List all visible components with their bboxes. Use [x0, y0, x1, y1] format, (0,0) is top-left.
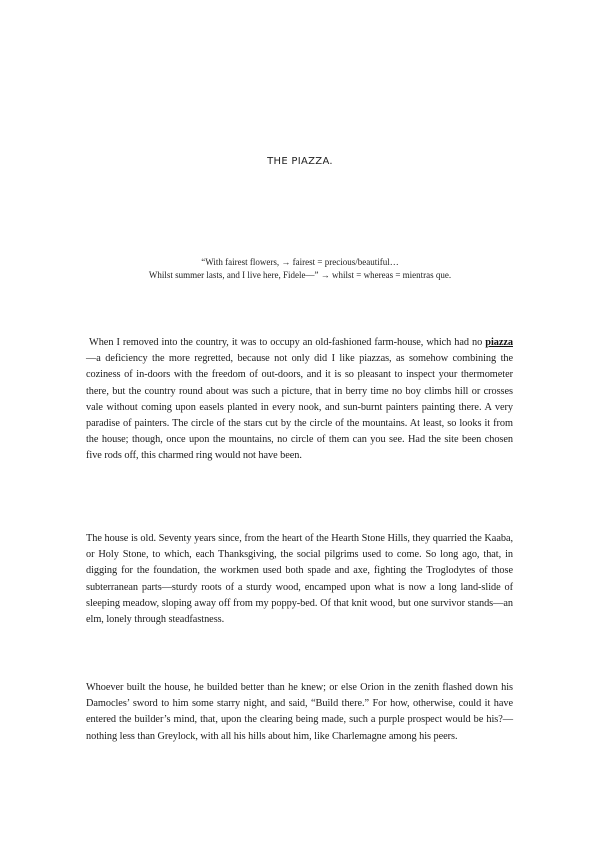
epigraph-line-1: “With fairest flowers, → fairest = precious/beautiful…	[201, 257, 399, 267]
paragraph-1	[86, 335, 513, 465]
paragraph-3: Whoever built the house, he builded better than he knew; or else Orion in the zenith flashed down his Damocles’ sword to him some starry night, and said, “Build there.” For how, otherwise, could it have entered the builder’s mind, that, upon the clearing being made, such a purple prospect would be his?—nothing less than Greylock, with all his hills about him, like Charlemagne among his peers.	[86, 682, 513, 742]
paragraph-1-text-start: When I removed into the country, it was to occupy an old-fashioned farm-house, which had no	[89, 337, 486, 348]
paragraph-2: The house is old. Seventy years since, from the heart of the Hearth Stone Hills, they quarried the Kaaba, or Holy Stone, to which, each Thanksgiving, the social pilgrims used to come. So long ago, that, in digging for the foundation, the workmen used both spade and axe, fighting the Troglodytes of those subterranean parts—sturdy roots of a sturdy wood, encamped upon what is now a long land-slide of sleeping meadow, sloping away off from my poppy-bed. Of that knit wood, but one survivor stands—an elm, lonely through steadfastness.	[86, 533, 513, 626]
page-title: THE PIAZZA.	[267, 156, 333, 167]
keyword-piazza: piazza	[485, 337, 513, 348]
epigraph	[0, 256, 600, 282]
paragraph-1-text-end: —a deficiency the more regretted, because not only did I like piazzas, as somehow combining the coziness of in-doors with the freedom of out-doors, and it is so pleasant to inspect your thermometer there, but the country round about was such a picture, that in berry time no boy climbs hill or crosses vale without coming upon easels planted in every nook, and sun-burnt painters painting there. A very paradise of painters. The circle of the stars cut by the circle of the mountains. At least, so looks it from the house; though, once upon the mountains, no circle of them can you see. Had the site been chosen five rods off, this charmed ring would not have been.	[86, 353, 513, 462]
epigraph-line-2: Whilst summer lasts, and I live here, Fidele—” → whilst = whereas = mientras que.	[148, 270, 452, 280]
